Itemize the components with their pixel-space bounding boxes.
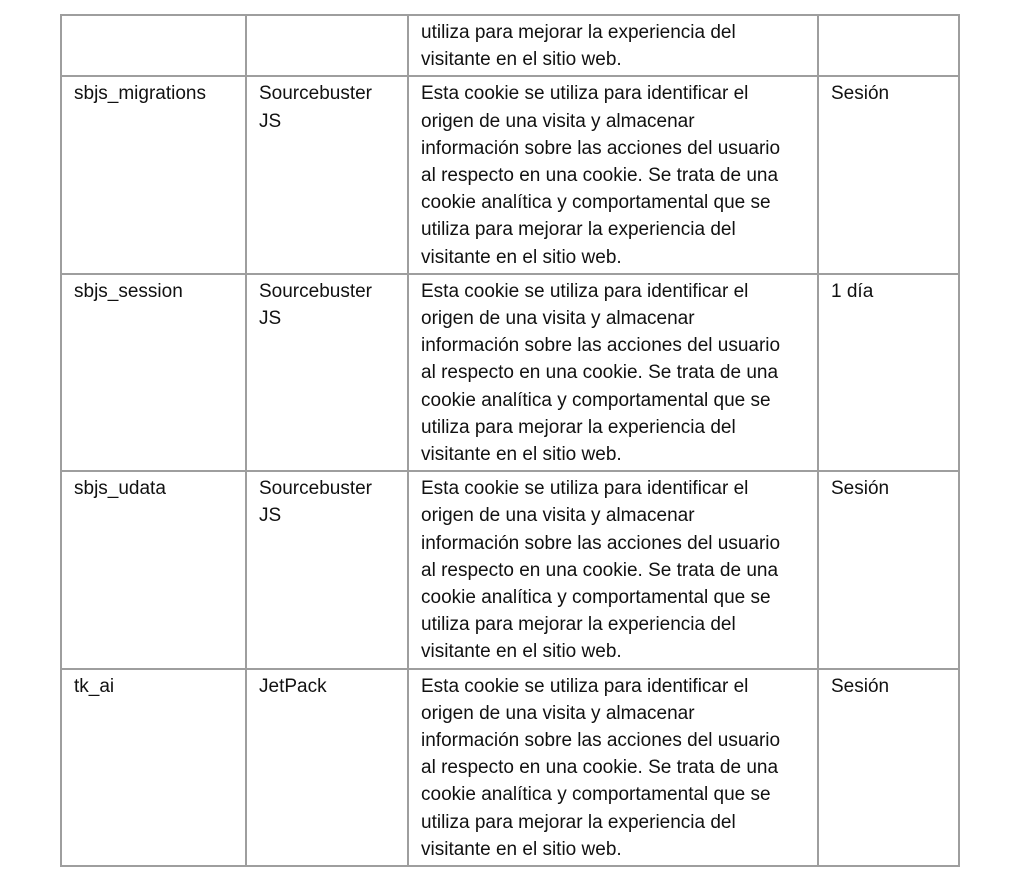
table-row: [61, 274, 959, 471]
cookie-provider-cell: [246, 471, 408, 668]
cookie-name-cell: [61, 15, 246, 76]
table-row: [61, 15, 959, 76]
table-row: [61, 471, 959, 668]
cookie-purpose-cell: [408, 274, 818, 471]
cookie-purpose-cell: [408, 15, 818, 76]
cookie-name: tk_ai: [74, 675, 115, 697]
cookie-table: [60, 14, 960, 867]
cookie-provider-cell: [246, 76, 408, 273]
cookie-duration-cell: [818, 76, 959, 273]
cookie-provider-cell: [246, 15, 408, 76]
cookie-name-cell: [61, 274, 246, 471]
cookie-provider: JetPack: [259, 675, 327, 697]
cookie-duration: Sesión: [831, 675, 890, 697]
cookie-duration-cell: [818, 274, 959, 471]
cookie-purpose: Esta cookie se utiliza para identificar el origen de una visita y almacenar información sobre las acciones del usuario al respecto en una cookie. Se trata de una cookie analítica y comportamental que se utiliza para mejorar la experiencia del visitante en el sitio web.: [421, 478, 781, 663]
cookie-purpose: utiliza para mejorar la experiencia del visitante en el sitio web.: [421, 22, 736, 71]
cookie-name-cell: [61, 76, 246, 273]
cookie-duration-cell: [818, 669, 959, 866]
cookie-provider: Sourcebuster JS: [259, 280, 373, 330]
cookie-provider: Sourcebuster JS: [259, 83, 373, 132]
table-row: [61, 669, 959, 866]
cookie-duration: 1 día: [831, 280, 874, 302]
cookie-purpose-cell: [408, 471, 818, 668]
cookie-purpose-cell: [408, 669, 818, 866]
cookie-provider: Sourcebuster JS: [259, 478, 373, 527]
cookie-purpose: Esta cookie se utiliza para identificar el origen de una visita y almacenar información sobre las acciones del usuario al respecto en una cookie. Se trata de una cookie analítica y comportamental que se utiliza para mejorar la experiencia del visitante en el sitio web.: [421, 675, 781, 860]
cookie-purpose: Esta cookie se utiliza para identificar el origen de una visita y almacenar información sobre las acciones del usuario al respecto en una cookie. Se trata de una cookie analítica y comportamental que se utiliza para mejorar la experiencia del visitante en el sitio web.: [421, 280, 781, 466]
cookie-purpose-cell: [408, 76, 818, 273]
cookie-duration-cell: [818, 471, 959, 668]
cookie-name: sbjs_udata: [74, 478, 166, 500]
cookie-name-cell: [61, 669, 246, 866]
cookie-name-cell: [61, 471, 246, 668]
cookie-purpose: Esta cookie se utiliza para identificar el origen de una visita y almacenar información sobre las acciones del usuario al respecto en una cookie. Se trata de una cookie analítica y comportamental que se utiliza para mejorar la experiencia del visitante en el sitio web.: [421, 83, 781, 268]
cookie-name: sbjs_migrations: [74, 83, 206, 105]
cookie-duration-cell: [818, 15, 959, 76]
cookie-duration: Sesión: [831, 478, 890, 500]
cookie-duration: Sesión: [831, 83, 890, 105]
table-row: [61, 76, 959, 273]
cookie-provider-cell: [246, 274, 408, 471]
cookie-provider-cell: [246, 669, 408, 866]
cookie-name: sbjs_session: [74, 280, 183, 302]
